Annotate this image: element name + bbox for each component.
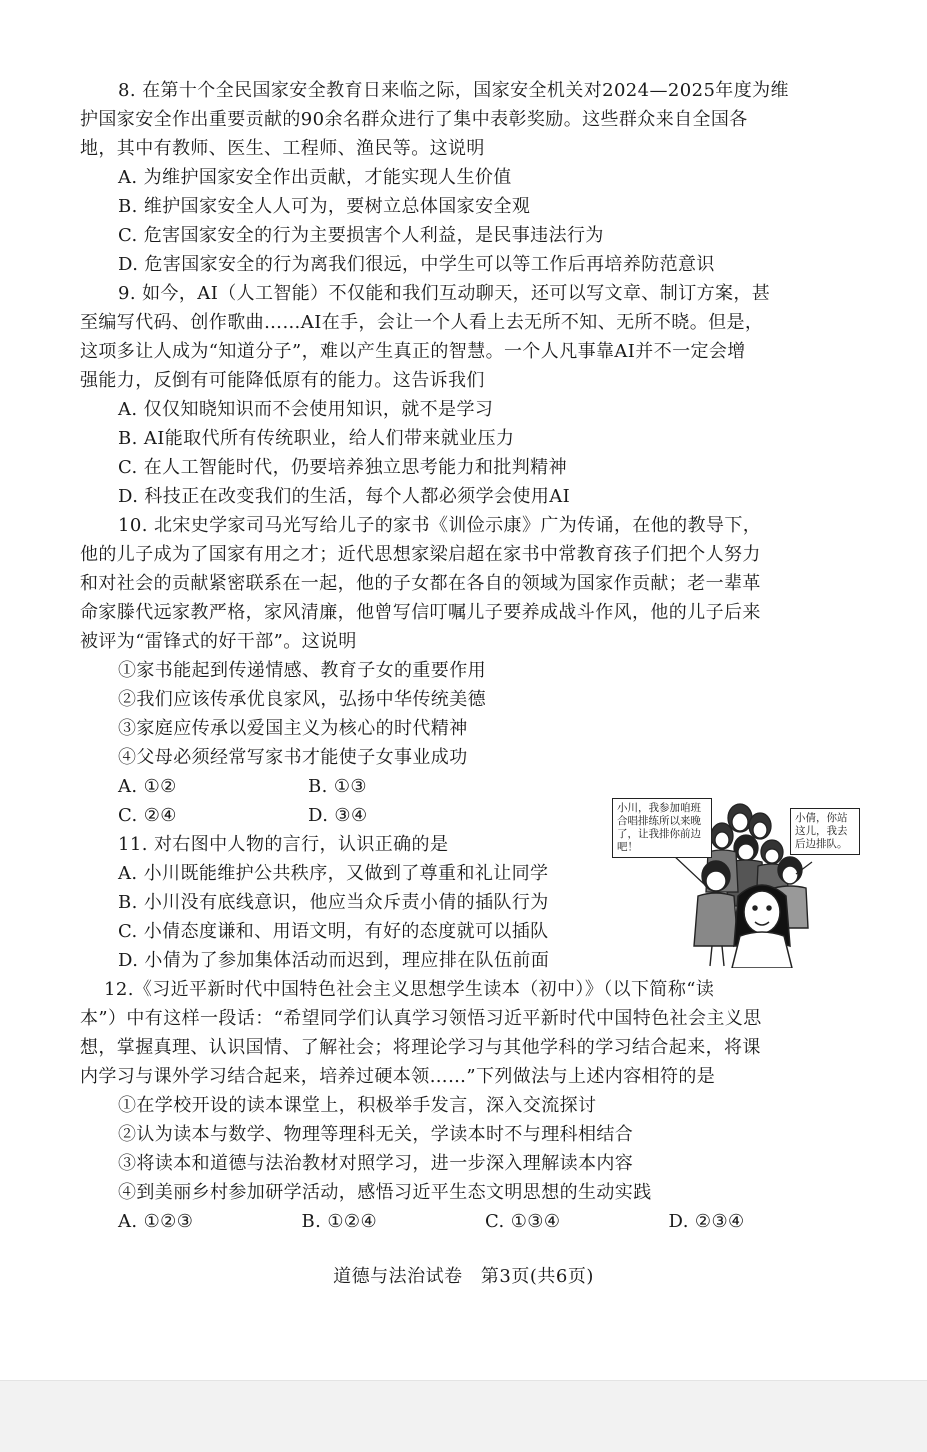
q10-statement-3: ③家庭应传承以爱国主义为核心的时代精神 [118,718,468,739]
question-10 [80,511,852,830]
q8-option-a: A. 为维护国家安全作出贡献，才能实现人生价值 [118,167,512,188]
q10-option-d: D. ③④ [308,805,368,826]
q12-option-b: B. ①②④ [301,1211,377,1232]
q10-option-b: B. ①③ [308,776,367,797]
speech-bubble-xiaochuan: 小倩，你站这儿，我去后边排队。 [790,808,860,855]
page-footer [0,1262,927,1288]
q8-line-3: 地，其中有教师、医生、工程师、渔民等。这说明 [80,138,485,159]
question-12 [80,975,852,1236]
q9-option-d: D. 科技正在改变我们的生活，每个人都必须学会使用AI [118,486,571,507]
q10-statement-2: ②我们应该传承优良家风，弘扬中华传统美德 [118,689,486,710]
q8-option-c: C. 危害国家安全的行为主要损害个人利益，是民事违法行为 [118,225,604,246]
question-9 [80,279,852,511]
q11-cartoon [612,796,854,968]
q10-option-a: A. ①② [118,776,177,797]
question-8 [80,76,852,279]
q10-statement-1: ①家书能起到传递情感、教育子女的重要作用 [118,660,486,681]
q12-statement-1: ①在学校开设的读本课堂上，积极举手发言，深入交流探讨 [118,1095,597,1116]
q11-stem: 11. 对右图中人物的言行，认识正确的是 [118,834,449,855]
q10-line-2: 他的儿子成为了国家有用之才；近代思想家梁启超在家书中常教育孩子们把个人努力 [80,544,761,565]
q9-line-3: 这项多让人成为“知道分子”，难以产生真正的智慧。一个人凡事靠AI并不一定会增 [80,341,746,362]
q12-option-a: A. ①②③ [118,1211,194,1232]
viewer-bottom-strip [0,1380,927,1452]
q11-option-a: A. 小川既能维护公共秩序，又做到了尊重和礼让同学 [118,863,549,884]
q12-line-3: 想，掌握真理、认识国情、了解社会；将理论学习与其他学科的学习结合起来，将课 [80,1037,761,1058]
q12-line-4: 内学习与课外学习结合起来，培养过硬本领……”下列做法与上述内容相符的是 [80,1066,716,1087]
q12-line-2: 本”）中有这样一段话：“希望同学们认真学习领悟习近平新时代中国特色社会主义思 [80,1008,762,1029]
q8-line-1: 8. 在第十个全民国家安全教育日来临之际，国家安全机关对2024—2025年度为维 [118,80,789,101]
q12-statement-3: ③将读本和道德与法治教材对照学习，进一步深入理解读本内容 [118,1153,634,1174]
q10-statement-4: ④父母必须经常写家书才能使子女事业成功 [118,747,468,768]
q11-option-d: D. 小倩为了参加集体活动而迟到，理应排在队伍前面 [118,950,550,971]
q8-option-b: B. 维护国家安全人人可为，要树立总体国家安全观 [118,196,531,217]
q8-line-2: 护国家安全作出重要贡献的90余名群众进行了集中表彰奖励。这些群众来自全国各 [80,109,748,130]
footer-subject: 道德与法治试卷 [333,1266,463,1287]
q9-option-a: A. 仅仅知晓知识而不会使用知识，就不是学习 [118,399,494,420]
q10-option-c: C. ②④ [118,805,177,826]
footer-page-number: 第3页(共6页) [480,1266,594,1287]
q12-statement-4: ④到美丽乡村参加研学活动，感悟习近平生态文明思想的生动实践 [118,1182,652,1203]
q12-line-1: 12.《习近平新时代中国特色社会主义思想学生读本（初中）》（以下简称“读 [104,979,715,1000]
questions-content [80,76,852,1236]
q12-options-row [80,1207,852,1236]
q11-option-b: B. 小川没有底线意识，他应当众斥责小倩的插队行为 [118,892,549,913]
q10-line-3: 和对社会的贡献紧密联系在一起，他的子女都在各自的领域为国家作贡献；老一辈革 [80,573,761,594]
q9-line-1: 9. 如今，AI（人工智能）不仅能和我们互动聊天，还可以写文章、制订方案，甚 [118,283,771,304]
q9-option-b: B. AI能取代所有传统职业，给人们带来就业压力 [118,428,515,449]
q9-option-c: C. 在人工智能时代，仍要培养独立思考能力和批判精神 [118,457,567,478]
q10-line-1: 10. 北宋史学家司马光写给儿子的家书《训俭示康》广为传诵，在他的教导下， [118,515,762,536]
q9-line-2: 至编写代码、创作歌曲……AI在手，会让一个人看上去无所不知、无所不晓。但是， [80,312,764,333]
q10-line-5: 被评为“雷锋式的好干部”。这说明 [80,631,357,652]
q9-line-4: 强能力，反倒有可能降低原有的能力。这告诉我们 [80,370,485,391]
q10-line-4: 命家滕代远家教严格，家风清廉，他曾写信叮嘱儿子要养成战斗作风，他的儿子后来 [80,602,761,623]
q11-option-c: C. 小倩态度谦和、用语文明，有好的态度就可以插队 [118,921,549,942]
speech-bubble-xiaoqian: 小川，我参加咱班合唱排练所以来晚了，让我排你前边吧！ [612,798,712,858]
q12-option-c: C. ①③④ [485,1211,561,1232]
q8-option-d: D. 危害国家安全的行为离我们很远，中学生可以等工作后再培养防范意识 [118,254,715,275]
q12-statement-2: ②认为读本与数学、物理等理科无关，学读本时不与理科相结合 [118,1124,634,1145]
q12-option-d: D. ②③④ [668,1211,745,1232]
